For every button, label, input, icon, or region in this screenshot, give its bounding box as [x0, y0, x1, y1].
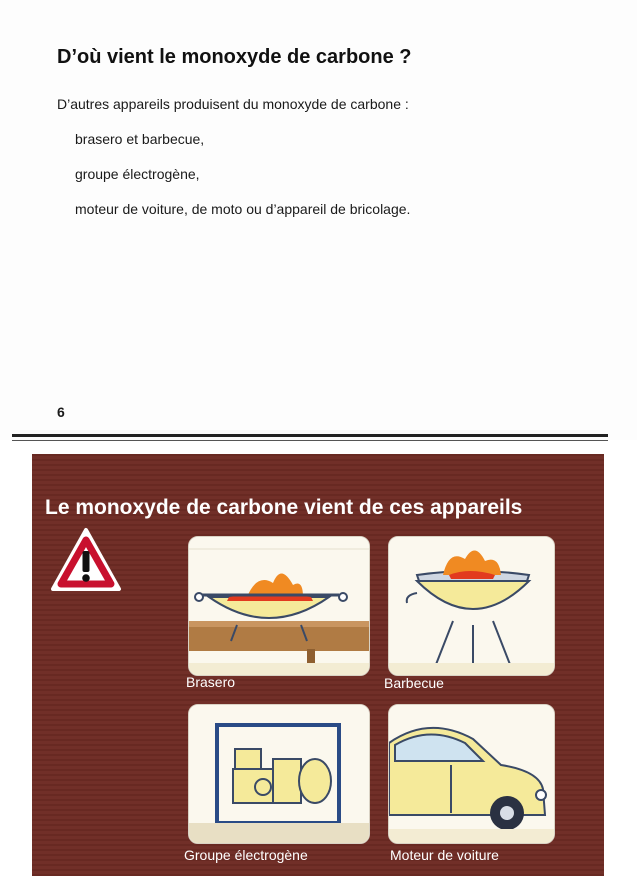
barbecue-card	[388, 536, 555, 676]
car-illustration	[389, 705, 554, 843]
generator-illustration	[189, 705, 369, 843]
warning-triangle-icon	[50, 526, 122, 594]
brasero-label: Brasero	[186, 674, 236, 690]
list-item: groupe électrogène,	[75, 166, 200, 182]
car-label: Moteur de voiture	[390, 847, 499, 863]
divider	[12, 434, 608, 437]
list-item: brasero et barbecue,	[75, 131, 205, 147]
page-title: D’où vient le monoxyde de carbone ?	[57, 46, 412, 68]
page-number: 6	[57, 404, 65, 420]
panel-title: Le monoxyde de carbone vient de ces appareils	[45, 496, 523, 519]
car-card	[388, 704, 555, 844]
intro-text: D’autres appareils produisent du monoxyde de carbone :	[57, 96, 409, 112]
generator-label: Groupe électrogène	[184, 847, 308, 863]
generator-card	[188, 704, 370, 844]
divider	[12, 440, 608, 441]
brasero-illustration	[189, 537, 369, 675]
barbecue-label: Barbecue	[384, 675, 444, 691]
barbecue-illustration	[389, 537, 554, 675]
appliances-panel	[32, 454, 604, 876]
brasero-card	[188, 536, 370, 676]
list-item: moteur de voiture, de moto ou d’appareil de bricolage.	[75, 201, 411, 217]
